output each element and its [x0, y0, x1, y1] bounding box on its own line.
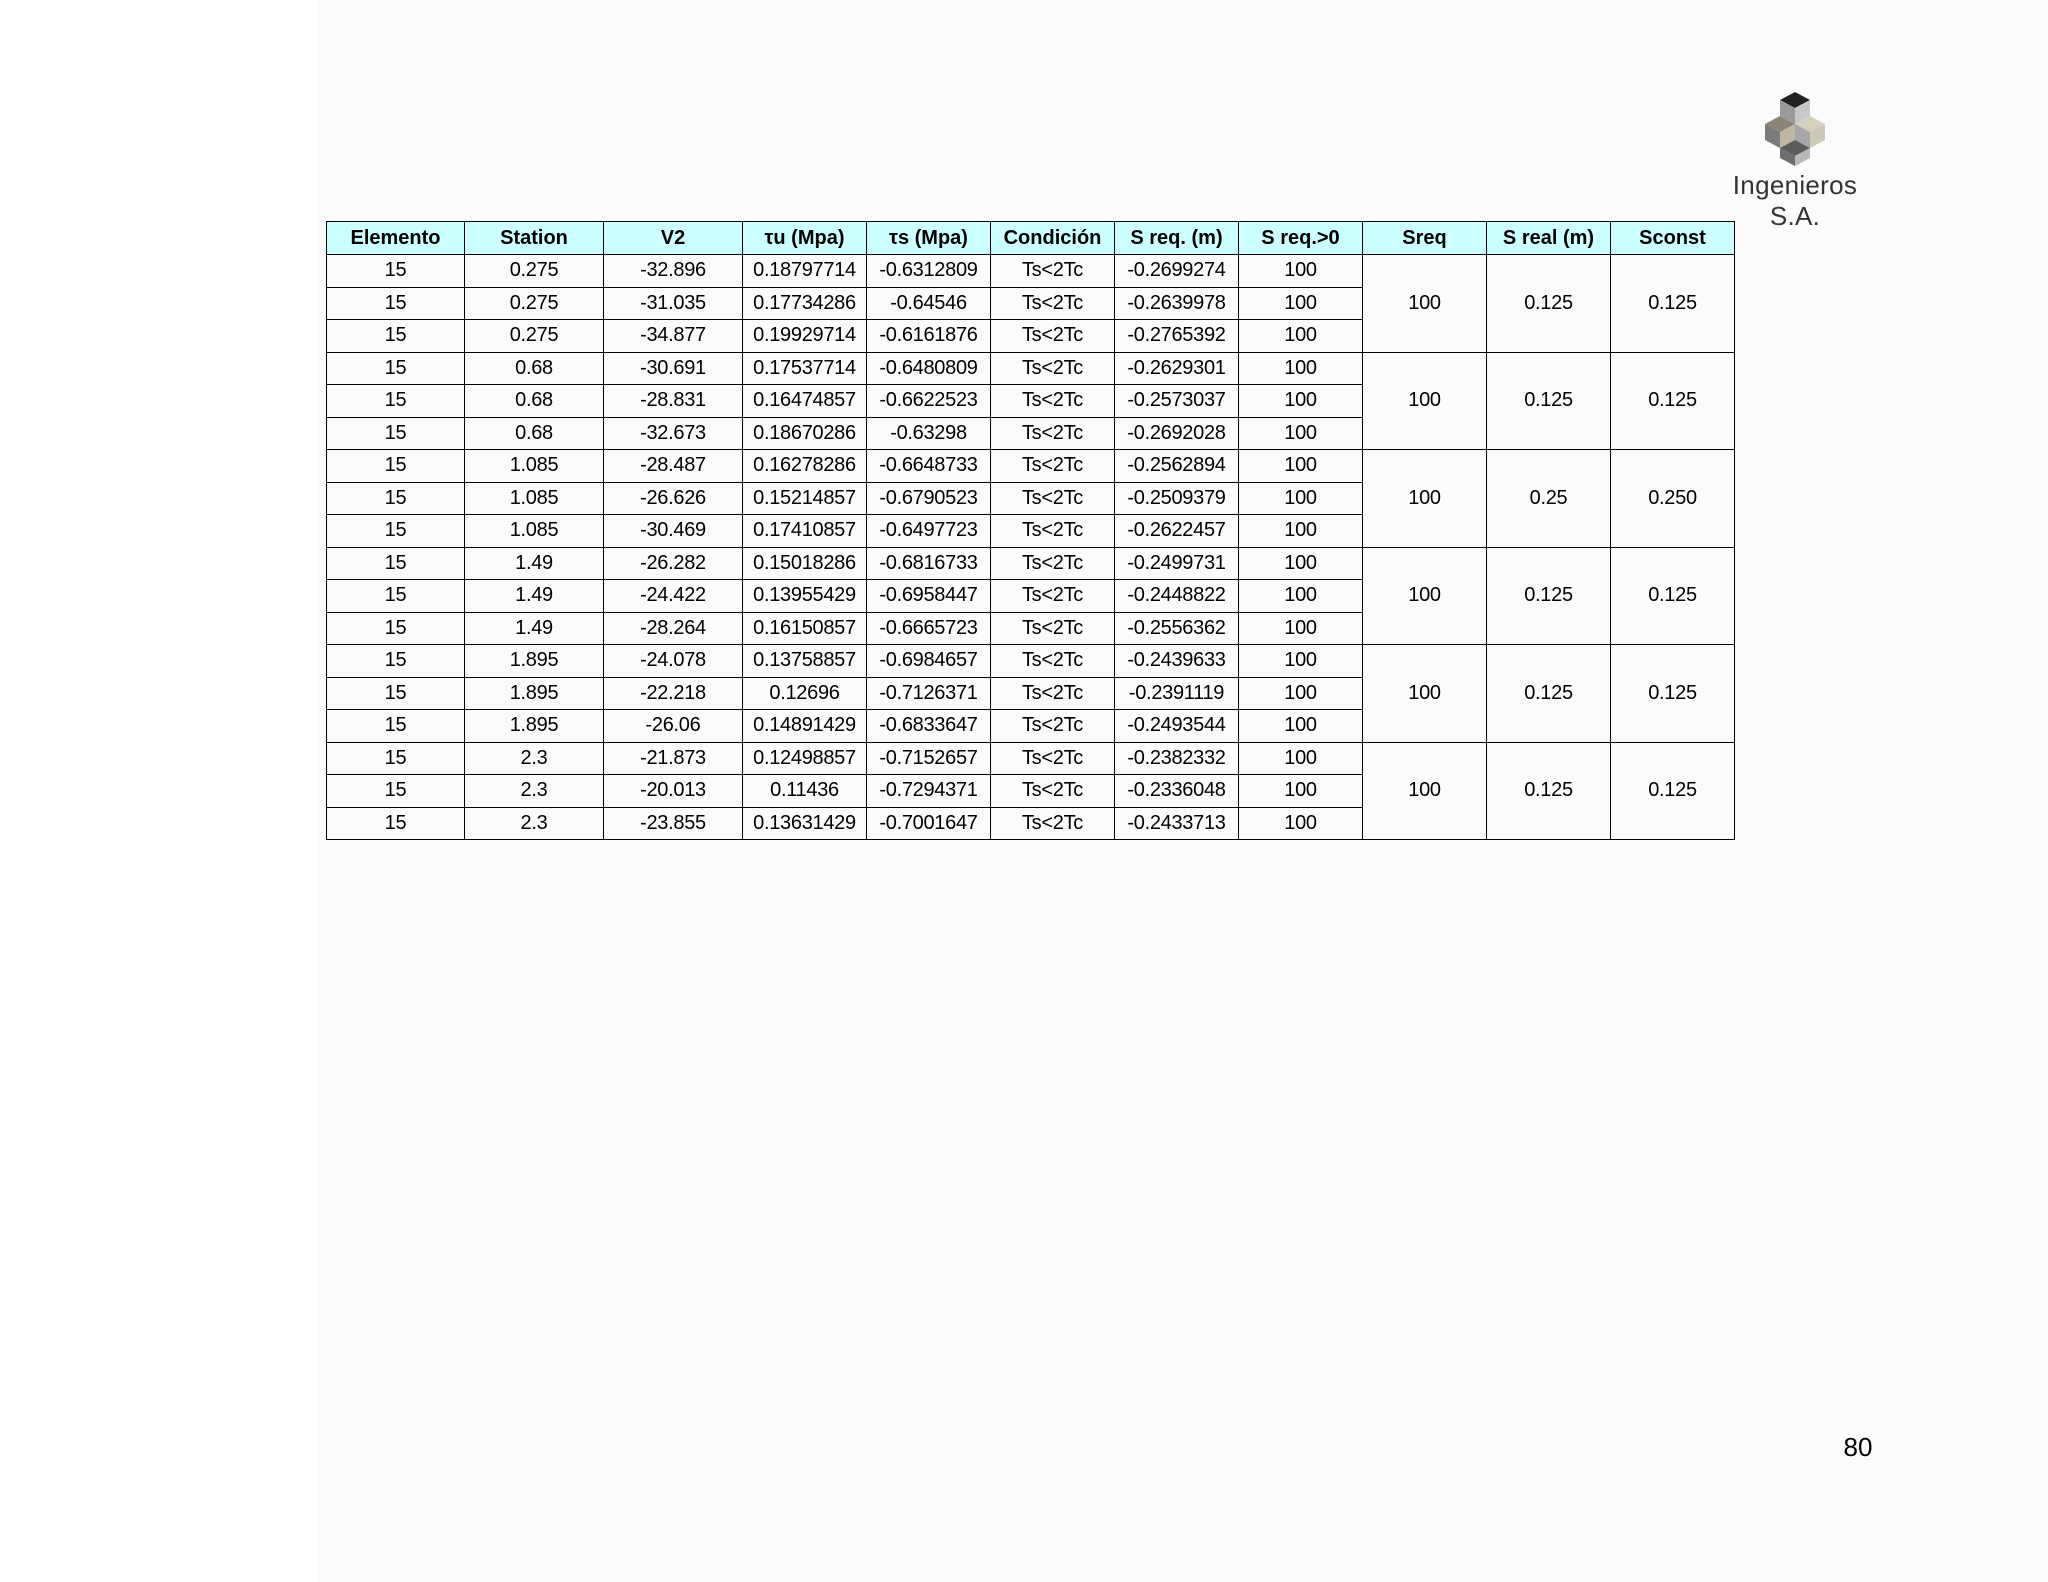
- company-name: Ingenieros S.A.: [1732, 170, 1858, 231]
- table-cell: 1.49: [465, 547, 604, 580]
- table-cell: -0.2699274: [1115, 255, 1239, 288]
- table-cell: 0.68: [465, 385, 604, 418]
- table-cell: 0.13758857: [743, 645, 867, 678]
- shear-design-table: [326, 221, 1735, 840]
- table-body: [327, 255, 1735, 840]
- table-cell: Ts<2Tc: [991, 287, 1115, 320]
- table-cell: 15: [327, 742, 465, 775]
- table-row: [327, 352, 1735, 385]
- table-cell: Ts<2Tc: [991, 775, 1115, 808]
- table-cell: 0.13631429: [743, 807, 867, 840]
- sconst-cell: 0.125: [1611, 547, 1735, 645]
- sreq-cell: 100: [1363, 645, 1487, 743]
- table-cell: -0.7001647: [867, 807, 991, 840]
- table-cell: Ts<2Tc: [991, 255, 1115, 288]
- col-header-sreq: Sreq: [1363, 222, 1487, 255]
- table-cell: 0.17410857: [743, 515, 867, 548]
- sreq-cell: 100: [1363, 255, 1487, 353]
- table-cell: 15: [327, 515, 465, 548]
- table-cell: -0.2391119: [1115, 677, 1239, 710]
- table-cell: Ts<2Tc: [991, 482, 1115, 515]
- table-cell: 15: [327, 482, 465, 515]
- table-cell: -32.673: [604, 417, 743, 450]
- table-cell: 1.085: [465, 482, 604, 515]
- table-cell: Ts<2Tc: [991, 515, 1115, 548]
- table-cell: 100: [1239, 645, 1363, 678]
- table-cell: 1.49: [465, 612, 604, 645]
- table-cell: 100: [1239, 352, 1363, 385]
- sconst-cell: 0.125: [1611, 645, 1735, 743]
- table-cell: 100: [1239, 287, 1363, 320]
- table-cell: 1.085: [465, 450, 604, 483]
- table-row: [327, 742, 1735, 775]
- table-cell: Ts<2Tc: [991, 320, 1115, 353]
- table-cell: -32.896: [604, 255, 743, 288]
- table-cell: -0.6958447: [867, 580, 991, 613]
- col-header-s-real: S real (m): [1487, 222, 1611, 255]
- table-cell: Ts<2Tc: [991, 580, 1115, 613]
- table-cell: 2.3: [465, 775, 604, 808]
- table-cell: -0.7126371: [867, 677, 991, 710]
- cubes-logo-icon: [1752, 90, 1838, 168]
- table-cell: -28.264: [604, 612, 743, 645]
- table-cell: -0.2448822: [1115, 580, 1239, 613]
- table-cell: -0.63298: [867, 417, 991, 450]
- table-cell: 0.12696: [743, 677, 867, 710]
- table-cell: -0.6480809: [867, 352, 991, 385]
- table-cell: Ts<2Tc: [991, 547, 1115, 580]
- sconst-cell: 0.250: [1611, 450, 1735, 548]
- s-real-cell: 0.125: [1487, 547, 1611, 645]
- table-cell: 100: [1239, 742, 1363, 775]
- table-cell: -0.2765392: [1115, 320, 1239, 353]
- sreq-cell: 100: [1363, 352, 1487, 450]
- table-cell: -0.2433713: [1115, 807, 1239, 840]
- table-cell: 15: [327, 287, 465, 320]
- table-cell: 1.49: [465, 580, 604, 613]
- table-cell: -0.2336048: [1115, 775, 1239, 808]
- table-cell: 2.3: [465, 742, 604, 775]
- col-header-condicion: Condición: [991, 222, 1115, 255]
- col-header-s-req-pos: S req.>0: [1239, 222, 1363, 255]
- table-cell: 1.895: [465, 710, 604, 743]
- s-real-cell: 0.125: [1487, 352, 1611, 450]
- table-cell: Ts<2Tc: [991, 417, 1115, 450]
- table-cell: Ts<2Tc: [991, 677, 1115, 710]
- table-cell: -0.6648733: [867, 450, 991, 483]
- table-cell: Ts<2Tc: [991, 612, 1115, 645]
- table-cell: -0.6984657: [867, 645, 991, 678]
- table-cell: -0.2556362: [1115, 612, 1239, 645]
- table-cell: 0.15214857: [743, 482, 867, 515]
- table-cell: -0.2639978: [1115, 287, 1239, 320]
- table-cell: -28.487: [604, 450, 743, 483]
- table-cell: Ts<2Tc: [991, 352, 1115, 385]
- table-cell: 15: [327, 710, 465, 743]
- table-cell: 15: [327, 547, 465, 580]
- sconst-cell: 0.125: [1611, 352, 1735, 450]
- table-cell: -0.2692028: [1115, 417, 1239, 450]
- table-cell: 100: [1239, 580, 1363, 613]
- table-cell: 15: [327, 255, 465, 288]
- table-cell: 0.12498857: [743, 742, 867, 775]
- table-cell: -26.626: [604, 482, 743, 515]
- table-cell: -24.422: [604, 580, 743, 613]
- col-header-station: Station: [465, 222, 604, 255]
- table-cell: 0.11436: [743, 775, 867, 808]
- table-cell: -0.2493544: [1115, 710, 1239, 743]
- sreq-cell: 100: [1363, 742, 1487, 840]
- table-cell: 100: [1239, 677, 1363, 710]
- table-row: [327, 645, 1735, 678]
- table-cell: -20.013: [604, 775, 743, 808]
- table-cell: 15: [327, 645, 465, 678]
- table-cell: 0.16278286: [743, 450, 867, 483]
- table-cell: 100: [1239, 255, 1363, 288]
- table-cell: -31.035: [604, 287, 743, 320]
- table-cell: 100: [1239, 612, 1363, 645]
- table-cell: -0.6312809: [867, 255, 991, 288]
- table-cell: -0.7294371: [867, 775, 991, 808]
- table-cell: 0.68: [465, 417, 604, 450]
- col-header-tau-s: τs (Mpa): [867, 222, 991, 255]
- s-real-cell: 0.125: [1487, 742, 1611, 840]
- table-cell: -34.877: [604, 320, 743, 353]
- sconst-cell: 0.125: [1611, 742, 1735, 840]
- table-cell: -0.64546: [867, 287, 991, 320]
- table-cell: 1.895: [465, 645, 604, 678]
- table-cell: Ts<2Tc: [991, 710, 1115, 743]
- table-cell: 1.085: [465, 515, 604, 548]
- table-cell: -26.282: [604, 547, 743, 580]
- table-cell: -0.2439633: [1115, 645, 1239, 678]
- table-cell: -0.2382332: [1115, 742, 1239, 775]
- table-cell: 0.275: [465, 287, 604, 320]
- table-cell: -23.855: [604, 807, 743, 840]
- table-row: [327, 255, 1735, 288]
- table-cell: Ts<2Tc: [991, 450, 1115, 483]
- table-cell: 100: [1239, 320, 1363, 353]
- table-cell: 15: [327, 320, 465, 353]
- table-cell: 0.17537714: [743, 352, 867, 385]
- table-cell: 100: [1239, 482, 1363, 515]
- table-cell: 0.275: [465, 255, 604, 288]
- col-header-v2: V2: [604, 222, 743, 255]
- page-number: 80: [1843, 1432, 1873, 1462]
- table-cell: -30.691: [604, 352, 743, 385]
- table-cell: 0.16474857: [743, 385, 867, 418]
- table-cell: 0.19929714: [743, 320, 867, 353]
- table-cell: -24.078: [604, 645, 743, 678]
- sreq-cell: 100: [1363, 547, 1487, 645]
- table-cell: -22.218: [604, 677, 743, 710]
- table-cell: -0.6665723: [867, 612, 991, 645]
- table-cell: 100: [1239, 417, 1363, 450]
- table-cell: -0.2499731: [1115, 547, 1239, 580]
- table-cell: 15: [327, 450, 465, 483]
- table-cell: 0.68: [465, 352, 604, 385]
- table-cell: 100: [1239, 547, 1363, 580]
- company-logo: [1705, 90, 1885, 231]
- table-cell: 100: [1239, 385, 1363, 418]
- table-cell: -0.2562894: [1115, 450, 1239, 483]
- table-cell: -26.06: [604, 710, 743, 743]
- table-cell: -0.2509379: [1115, 482, 1239, 515]
- table-cell: 0.13955429: [743, 580, 867, 613]
- table-cell: -0.2622457: [1115, 515, 1239, 548]
- table-cell: -0.2629301: [1115, 352, 1239, 385]
- table-cell: 0.18797714: [743, 255, 867, 288]
- sreq-cell: 100: [1363, 450, 1487, 548]
- table-cell: -0.6833647: [867, 710, 991, 743]
- table-cell: 2.3: [465, 807, 604, 840]
- s-real-cell: 0.25: [1487, 450, 1611, 548]
- col-header-tau-u: τu (Mpa): [743, 222, 867, 255]
- col-header-sconst: Sconst: [1611, 222, 1735, 255]
- s-real-cell: 0.125: [1487, 255, 1611, 353]
- table-cell: 100: [1239, 807, 1363, 840]
- table-cell: -30.469: [604, 515, 743, 548]
- table-cell: Ts<2Tc: [991, 645, 1115, 678]
- table-cell: 0.18670286: [743, 417, 867, 450]
- table-cell: Ts<2Tc: [991, 742, 1115, 775]
- table-cell: -21.873: [604, 742, 743, 775]
- table-cell: 15: [327, 677, 465, 710]
- table-cell: 100: [1239, 710, 1363, 743]
- table-header-row: [327, 222, 1735, 255]
- table-row: [327, 547, 1735, 580]
- sconst-cell: 0.125: [1611, 255, 1735, 353]
- table-cell: 0.15018286: [743, 547, 867, 580]
- table-cell: Ts<2Tc: [991, 385, 1115, 418]
- table-row: [327, 450, 1735, 483]
- table-cell: 100: [1239, 775, 1363, 808]
- table-cell: -28.831: [604, 385, 743, 418]
- table-cell: -0.6622523: [867, 385, 991, 418]
- table-cell: 15: [327, 385, 465, 418]
- table-cell: -0.6790523: [867, 482, 991, 515]
- table-cell: 100: [1239, 515, 1363, 548]
- col-header-elemento: Elemento: [327, 222, 465, 255]
- table-cell: -0.6816733: [867, 547, 991, 580]
- table-cell: -0.2573037: [1115, 385, 1239, 418]
- table-cell: 1.895: [465, 677, 604, 710]
- table-cell: 0.16150857: [743, 612, 867, 645]
- table-cell: 100: [1239, 450, 1363, 483]
- table-cell: -0.7152657: [867, 742, 991, 775]
- s-real-cell: 0.125: [1487, 645, 1611, 743]
- table-cell: Ts<2Tc: [991, 807, 1115, 840]
- table-cell: 15: [327, 807, 465, 840]
- table-cell: 0.14891429: [743, 710, 867, 743]
- table-cell: 15: [327, 775, 465, 808]
- table-cell: -0.6161876: [867, 320, 991, 353]
- table-cell: 15: [327, 417, 465, 450]
- table-cell: 15: [327, 352, 465, 385]
- table-cell: 0.17734286: [743, 287, 867, 320]
- col-header-s-req: S req. (m): [1115, 222, 1239, 255]
- table-cell: 0.275: [465, 320, 604, 353]
- table-cell: 15: [327, 580, 465, 613]
- table-cell: -0.6497723: [867, 515, 991, 548]
- table-cell: 15: [327, 612, 465, 645]
